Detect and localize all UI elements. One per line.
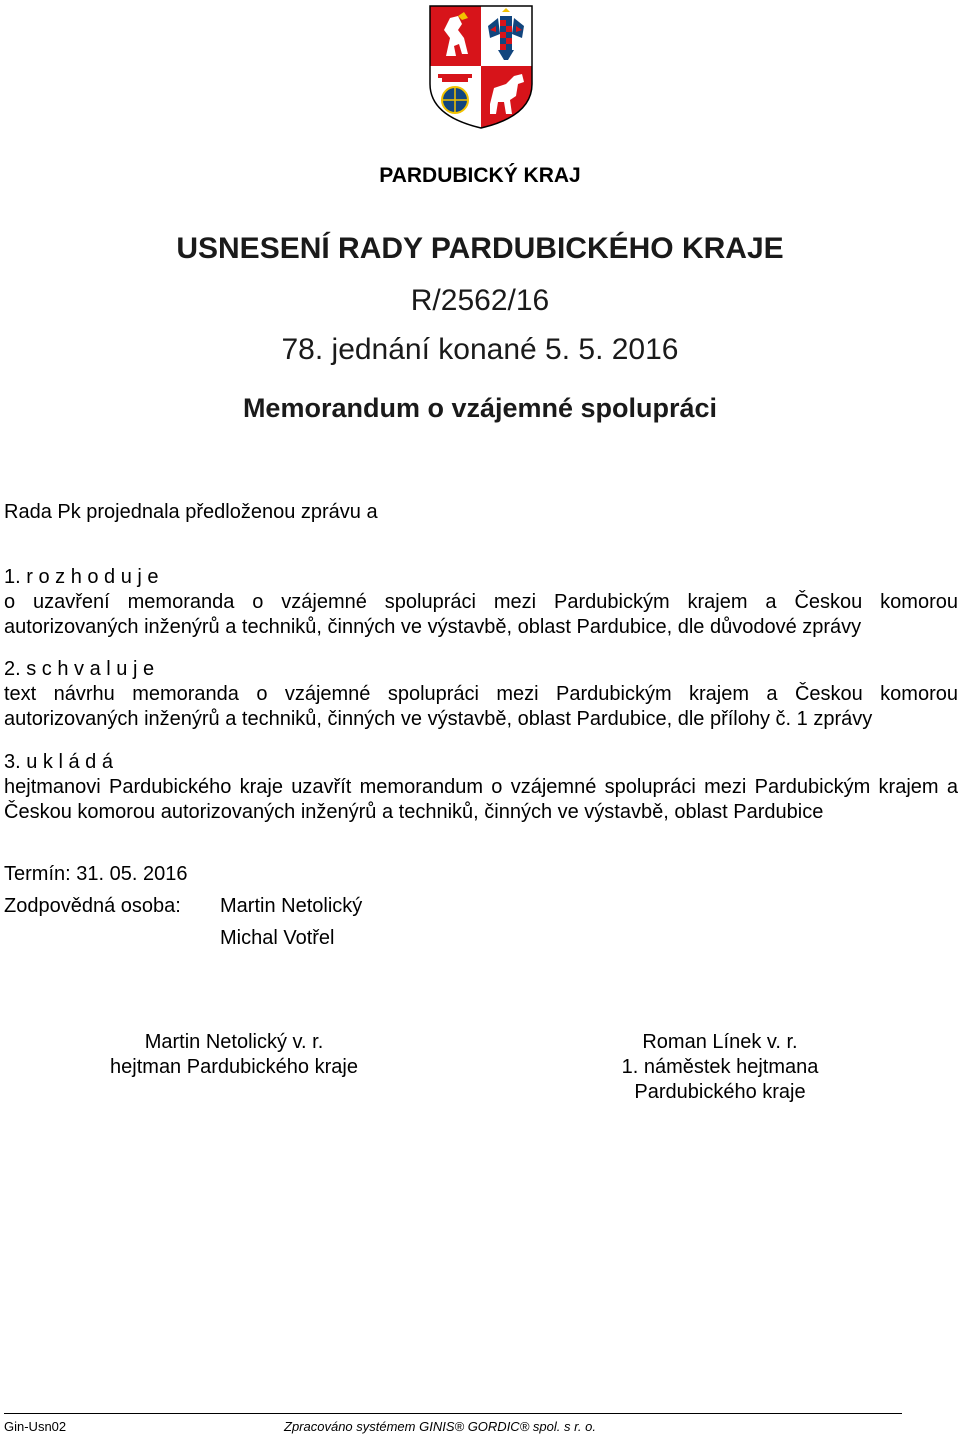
section-imposes: [4, 750, 958, 825]
section-text: hejtmanovi Pardubického kraje uzavřít memorandum o vzájemné spolupráci mezi Pardubickým krajem a Českou komorou autorizovaných inženýrů a techniků, činných ve výstavbě, oblast Pardubice: [4, 776, 958, 823]
section-text: text návrhu memoranda o vzájemné spolupráci mezi Pardubickým krajem a Českou komorou autorizovaných inženýrů a techniků, činných ve výstavbě, oblast Pardubice, dle přílohy č. 1 zprávy: [4, 683, 958, 730]
signature-left: [84, 1030, 384, 1080]
signatory-role: 1. náměstek hejtmana: [621, 1056, 819, 1078]
region-name: PARDUBICKÝ KRAJ: [379, 164, 581, 187]
deadline: Termín: 31. 05. 2016: [4, 863, 188, 885]
intro-text: Rada Pk projednala předloženou zprávu a: [4, 501, 378, 523]
signatory-name: Roman Línek v. r.: [642, 1031, 798, 1053]
section-heading: 2. s c h v a l u j e: [4, 658, 155, 680]
signatory-role: hejtman Pardubického kraje: [110, 1056, 358, 1078]
footer-system: Zpracováno systémem GINIS® GORDIC® spol. s r. o.: [284, 1419, 596, 1434]
signature-right: [570, 1030, 870, 1105]
signatory-name: Martin Netolický v. r.: [144, 1031, 324, 1053]
resolution-subject: Memorandum o vzájemné spolupráci: [242, 393, 718, 423]
section-text: o uzavření memoranda o vzájemné spolupráci mezi Pardubickým krajem a Českou komorou autorizovaných inženýrů a techniků, činných ve výstavbě, oblast Pardubice, dle důvodové zprávy: [4, 591, 958, 638]
footer-doc-code: Gin-Usn02: [4, 1419, 67, 1434]
signatory-role: Pardubického kraje: [634, 1081, 806, 1103]
meeting-info: 78. jednání konané 5. 5. 2016: [281, 333, 679, 366]
section-heading: 1. r o z h o d u j e: [4, 566, 159, 588]
section-approves: [4, 657, 958, 732]
document-title: USNESENÍ RADY PARDUBICKÉHO KRAJE: [176, 232, 784, 265]
coat-of-arms-logo: [428, 4, 534, 130]
footer-divider: [4, 1413, 902, 1414]
section-decides: [4, 565, 958, 640]
responsible-person: Michal Votřel: [220, 927, 335, 949]
responsible-person: Martin Netolický: [220, 895, 363, 917]
resolution-number: R/2562/16: [410, 284, 550, 317]
section-heading: 3. u k l á d á: [4, 751, 113, 773]
responsible-label: Zodpovědná osoba:: [4, 895, 181, 917]
